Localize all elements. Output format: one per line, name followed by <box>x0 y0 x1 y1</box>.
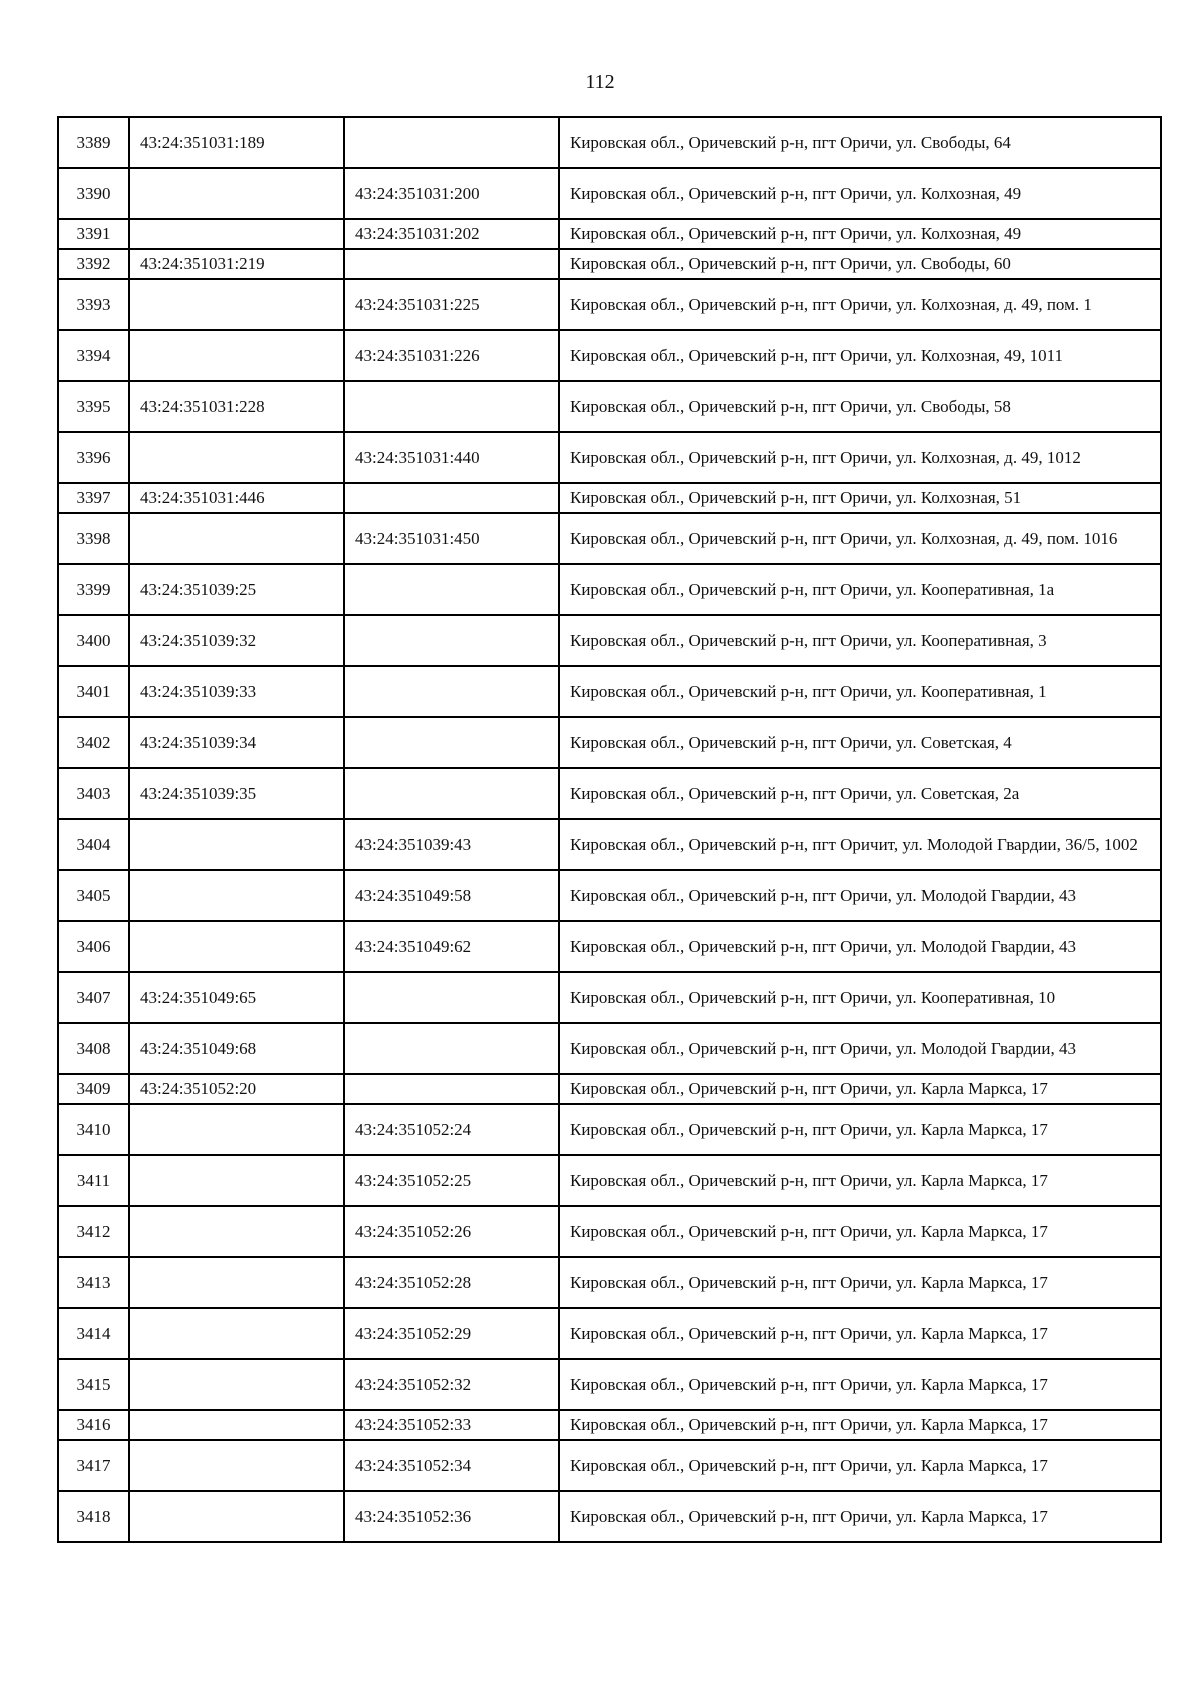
address-cell: Кировская обл., Оричевский р-н, пгт Оричи, ул. Карла Маркса, 17 <box>559 1257 1161 1308</box>
address-cell: Кировская обл., Оричевский р-н, пгт Оричи, ул. Кооперативная, 1 <box>559 666 1161 717</box>
table-row <box>58 1440 1161 1491</box>
table-row <box>58 819 1161 870</box>
land-cadastral-number-cell <box>129 1257 344 1308</box>
land-cadastral-number-cell <box>129 330 344 381</box>
building-cadastral-number-cell <box>344 483 559 513</box>
building-cadastral-number-cell <box>344 717 559 768</box>
address-cell: Кировская обл., Оричевский р-н, пгт Оричи, ул. Карла Маркса, 17 <box>559 1359 1161 1410</box>
page-number: 112 <box>585 71 615 93</box>
row-number-cell: 3417 <box>58 1440 129 1491</box>
building-cadastral-number-cell: 43:24:351052:32 <box>344 1359 559 1410</box>
table-row <box>58 279 1161 330</box>
land-cadastral-number-cell: 43:24:351039:25 <box>129 564 344 615</box>
row-number-cell: 3406 <box>58 921 129 972</box>
address-cell: Кировская обл., Оричевский р-н, пгт Оричи, ул. Карла Маркса, 17 <box>559 1440 1161 1491</box>
address-cell: Кировская обл., Оричевский р-н, пгт Оричи, ул. Молодой Гвардии, 43 <box>559 870 1161 921</box>
address-cell: Кировская обл., Оричевский р-н, пгт Оричи, ул. Карла Маркса, 17 <box>559 1410 1161 1440</box>
land-cadastral-number-cell <box>129 1104 344 1155</box>
address-cell: Кировская обл., Оричевский р-н, пгт Оричи, ул. Свободы, 60 <box>559 249 1161 279</box>
land-cadastral-number-cell <box>129 1440 344 1491</box>
building-cadastral-number-cell <box>344 972 559 1023</box>
address-cell: Кировская обл., Оричевский р-н, пгт Оричи, ул. Колхозная, 49 <box>559 219 1161 249</box>
table-row <box>58 1206 1161 1257</box>
land-cadastral-number-cell <box>129 432 344 483</box>
table-row <box>58 381 1161 432</box>
land-cadastral-number-cell <box>129 1155 344 1206</box>
address-cell: Кировская обл., Оричевский р-н, пгт Оричи, ул. Колхозная, д. 49, 1012 <box>559 432 1161 483</box>
land-cadastral-number-cell: 43:24:351031:446 <box>129 483 344 513</box>
row-number-cell: 3395 <box>58 381 129 432</box>
building-cadastral-number-cell <box>344 381 559 432</box>
table-row <box>58 117 1161 168</box>
building-cadastral-number-cell: 43:24:351052:34 <box>344 1440 559 1491</box>
land-cadastral-number-cell <box>129 819 344 870</box>
table-row <box>58 330 1161 381</box>
registry-table-body <box>58 117 1161 1542</box>
building-cadastral-number-cell: 43:24:351052:28 <box>344 1257 559 1308</box>
row-number-cell: 3415 <box>58 1359 129 1410</box>
building-cadastral-number-cell: 43:24:351031:200 <box>344 168 559 219</box>
address-cell: Кировская обл., Оричевский р-н, пгт Оричи, ул. Колхозная, д. 49, пом. 1016 <box>559 513 1161 564</box>
row-number-cell: 3394 <box>58 330 129 381</box>
address-cell: Кировская обл., Оричевский р-н, пгт Оричи, ул. Молодой Гвардии, 43 <box>559 921 1161 972</box>
building-cadastral-number-cell <box>344 249 559 279</box>
table-row <box>58 1155 1161 1206</box>
row-number-cell: 3418 <box>58 1491 129 1542</box>
building-cadastral-number-cell: 43:24:351049:58 <box>344 870 559 921</box>
address-cell: Кировская обл., Оричевский р-н, пгт Оричи, ул. Советская, 4 <box>559 717 1161 768</box>
land-cadastral-number-cell: 43:24:351039:35 <box>129 768 344 819</box>
table-row <box>58 921 1161 972</box>
building-cadastral-number-cell: 43:24:351031:202 <box>344 219 559 249</box>
table-row <box>58 219 1161 249</box>
land-cadastral-number-cell: 43:24:351031:228 <box>129 381 344 432</box>
row-number-cell: 3414 <box>58 1308 129 1359</box>
address-cell: Кировская обл., Оричевский р-н, пгт Оричит, ул. Молодой Гвардии, 36/5, 1002 <box>559 819 1161 870</box>
row-number-cell: 3402 <box>58 717 129 768</box>
row-number-cell: 3409 <box>58 1074 129 1104</box>
address-cell: Кировская обл., Оричевский р-н, пгт Оричи, ул. Кооперативная, 1а <box>559 564 1161 615</box>
address-cell: Кировская обл., Оричевский р-н, пгт Оричи, ул. Карла Маркса, 17 <box>559 1074 1161 1104</box>
row-number-cell: 3408 <box>58 1023 129 1074</box>
land-cadastral-number-cell: 43:24:351049:68 <box>129 1023 344 1074</box>
table-row <box>58 1023 1161 1074</box>
address-cell: Кировская обл., Оричевский р-н, пгт Оричи, ул. Советская, 2а <box>559 768 1161 819</box>
land-cadastral-number-cell: 43:24:351031:219 <box>129 249 344 279</box>
table-row <box>58 972 1161 1023</box>
table-row <box>58 1104 1161 1155</box>
address-cell: Кировская обл., Оричевский р-н, пгт Оричи, ул. Молодой Гвардии, 43 <box>559 1023 1161 1074</box>
registry-table <box>57 116 1162 1543</box>
address-cell: Кировская обл., Оричевский р-н, пгт Оричи, ул. Колхозная, 51 <box>559 483 1161 513</box>
row-number-cell: 3390 <box>58 168 129 219</box>
row-number-cell: 3410 <box>58 1104 129 1155</box>
building-cadastral-number-cell: 43:24:351031:450 <box>344 513 559 564</box>
row-number-cell: 3396 <box>58 432 129 483</box>
building-cadastral-number-cell <box>344 768 559 819</box>
building-cadastral-number-cell: 43:24:351049:62 <box>344 921 559 972</box>
land-cadastral-number-cell: 43:24:351039:34 <box>129 717 344 768</box>
row-number-cell: 3401 <box>58 666 129 717</box>
address-cell: Кировская обл., Оричевский р-н, пгт Оричи, ул. Карла Маркса, 17 <box>559 1155 1161 1206</box>
table-row <box>58 768 1161 819</box>
address-cell: Кировская обл., Оричевский р-н, пгт Оричи, ул. Свободы, 64 <box>559 117 1161 168</box>
address-cell: Кировская обл., Оричевский р-н, пгт Оричи, ул. Кооперативная, 10 <box>559 972 1161 1023</box>
table-row <box>58 1074 1161 1104</box>
building-cadastral-number-cell: 43:24:351031:225 <box>344 279 559 330</box>
building-cadastral-number-cell <box>344 564 559 615</box>
table-row <box>58 870 1161 921</box>
table-row <box>58 666 1161 717</box>
building-cadastral-number-cell: 43:24:351052:25 <box>344 1155 559 1206</box>
row-number-cell: 3398 <box>58 513 129 564</box>
table-row <box>58 249 1161 279</box>
land-cadastral-number-cell <box>129 168 344 219</box>
land-cadastral-number-cell <box>129 1359 344 1410</box>
table-row <box>58 717 1161 768</box>
table-row <box>58 615 1161 666</box>
row-number-cell: 3399 <box>58 564 129 615</box>
row-number-cell: 3412 <box>58 1206 129 1257</box>
land-cadastral-number-cell <box>129 279 344 330</box>
building-cadastral-number-cell: 43:24:351052:24 <box>344 1104 559 1155</box>
row-number-cell: 3400 <box>58 615 129 666</box>
table-row <box>58 564 1161 615</box>
land-cadastral-number-cell <box>129 1410 344 1440</box>
row-number-cell: 3393 <box>58 279 129 330</box>
address-cell: Кировская обл., Оричевский р-н, пгт Оричи, ул. Кооперативная, 3 <box>559 615 1161 666</box>
building-cadastral-number-cell: 43:24:351052:29 <box>344 1308 559 1359</box>
building-cadastral-number-cell: 43:24:351052:36 <box>344 1491 559 1542</box>
building-cadastral-number-cell: 43:24:351039:43 <box>344 819 559 870</box>
address-cell: Кировская обл., Оричевский р-н, пгт Оричи, ул. Свободы, 58 <box>559 381 1161 432</box>
row-number-cell: 3392 <box>58 249 129 279</box>
building-cadastral-number-cell: 43:24:351031:226 <box>344 330 559 381</box>
land-cadastral-number-cell: 43:24:351031:189 <box>129 117 344 168</box>
table-row <box>58 1257 1161 1308</box>
table-row <box>58 483 1161 513</box>
row-number-cell: 3404 <box>58 819 129 870</box>
land-cadastral-number-cell: 43:24:351039:32 <box>129 615 344 666</box>
table-row <box>58 1308 1161 1359</box>
row-number-cell: 3413 <box>58 1257 129 1308</box>
building-cadastral-number-cell <box>344 615 559 666</box>
address-cell: Кировская обл., Оричевский р-н, пгт Оричи, ул. Колхозная, д. 49, пом. 1 <box>559 279 1161 330</box>
land-cadastral-number-cell <box>129 219 344 249</box>
building-cadastral-number-cell <box>344 1074 559 1104</box>
building-cadastral-number-cell: 43:24:351052:26 <box>344 1206 559 1257</box>
table-row <box>58 1359 1161 1410</box>
land-cadastral-number-cell <box>129 1206 344 1257</box>
building-cadastral-number-cell <box>344 666 559 717</box>
land-cadastral-number-cell: 43:24:351049:65 <box>129 972 344 1023</box>
table-row <box>58 432 1161 483</box>
table-row <box>58 1410 1161 1440</box>
address-cell: Кировская обл., Оричевский р-н, пгт Оричи, ул. Карла Маркса, 17 <box>559 1104 1161 1155</box>
table-row <box>58 168 1161 219</box>
building-cadastral-number-cell: 43:24:351031:440 <box>344 432 559 483</box>
row-number-cell: 3407 <box>58 972 129 1023</box>
land-cadastral-number-cell <box>129 1491 344 1542</box>
row-number-cell: 3389 <box>58 117 129 168</box>
row-number-cell: 3397 <box>58 483 129 513</box>
land-cadastral-number-cell: 43:24:351039:33 <box>129 666 344 717</box>
address-cell: Кировская обл., Оричевский р-н, пгт Оричи, ул. Карла Маркса, 17 <box>559 1206 1161 1257</box>
row-number-cell: 3411 <box>58 1155 129 1206</box>
land-cadastral-number-cell <box>129 1308 344 1359</box>
row-number-cell: 3403 <box>58 768 129 819</box>
row-number-cell: 3405 <box>58 870 129 921</box>
land-cadastral-number-cell <box>129 870 344 921</box>
address-cell: Кировская обл., Оричевский р-н, пгт Оричи, ул. Колхозная, 49 <box>559 168 1161 219</box>
building-cadastral-number-cell <box>344 117 559 168</box>
address-cell: Кировская обл., Оричевский р-н, пгт Оричи, ул. Карла Маркса, 17 <box>559 1491 1161 1542</box>
building-cadastral-number-cell: 43:24:351052:33 <box>344 1410 559 1440</box>
table-row <box>58 513 1161 564</box>
address-cell: Кировская обл., Оричевский р-н, пгт Оричи, ул. Карла Маркса, 17 <box>559 1308 1161 1359</box>
row-number-cell: 3416 <box>58 1410 129 1440</box>
land-cadastral-number-cell <box>129 921 344 972</box>
land-cadastral-number-cell: 43:24:351052:20 <box>129 1074 344 1104</box>
row-number-cell: 3391 <box>58 219 129 249</box>
building-cadastral-number-cell <box>344 1023 559 1074</box>
table-row <box>58 1491 1161 1542</box>
land-cadastral-number-cell <box>129 513 344 564</box>
address-cell: Кировская обл., Оричевский р-н, пгт Оричи, ул. Колхозная, 49, 1011 <box>559 330 1161 381</box>
